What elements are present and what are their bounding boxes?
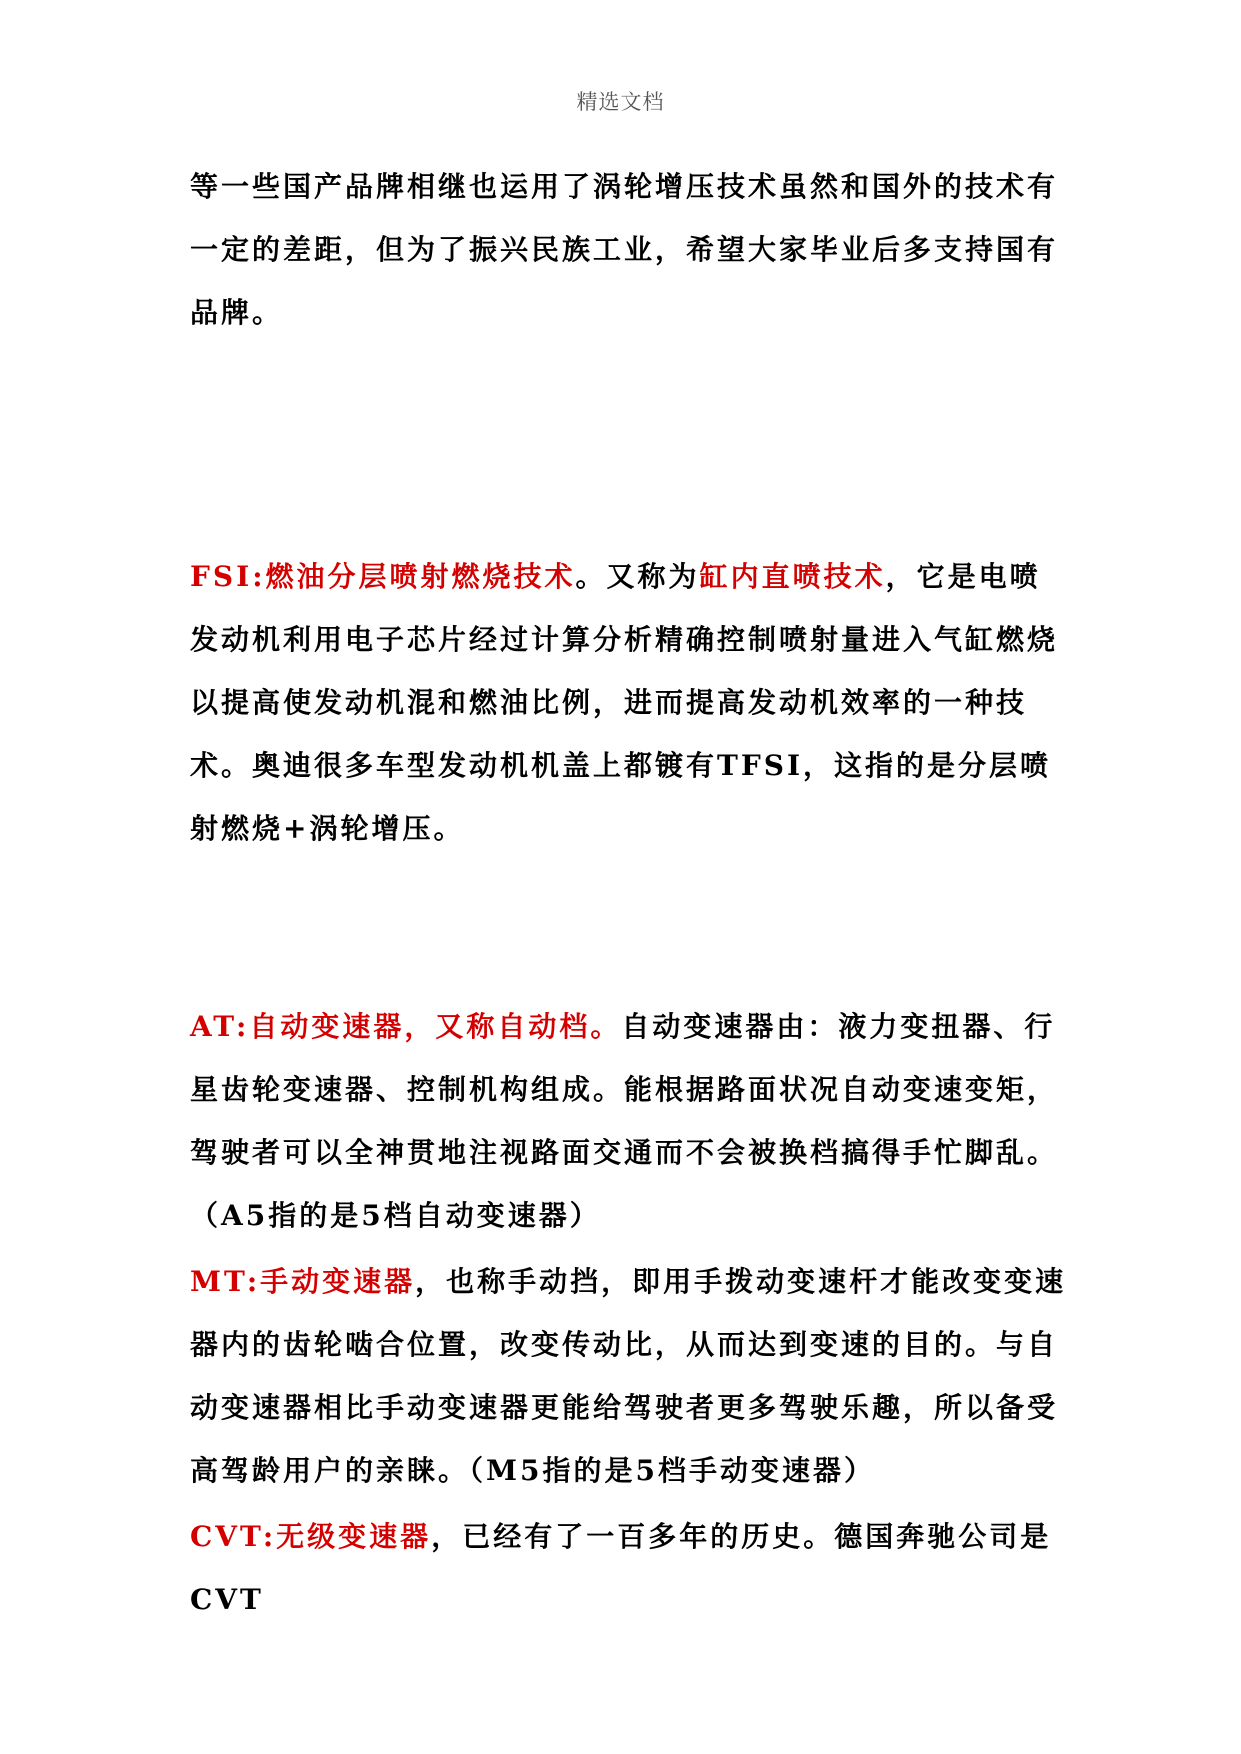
paragraph-fsi	[190, 545, 1070, 860]
paragraph-mt	[190, 1250, 1070, 1502]
term-fsi: FSI:燃油分层喷射燃烧技术	[190, 560, 576, 593]
text-body: ，也称手动挡，即用手拨动变速杆才能改变变速器内的齿轮啮合位置，改变传动比，从而达到变速的目的。与自动变速器相比手动变速器更能给驾驶者更多驾驶乐趣，所以备受高驾龄用户的亲睐。（M5指的是5档手动变速器）	[190, 1265, 1067, 1487]
paragraph-text	[190, 995, 1070, 1247]
term-direct-injection: 缸内直喷技术	[699, 560, 886, 593]
page-header: 精选文档	[576, 90, 665, 114]
text-body: ，它是电喷发动机利用电子芯片经过计算分析精确控制喷射量进入气缸燃烧以提高使发动机混和燃油比例，进而提高发动机效率的一种技术。奥迪很多车型发动机机盖上都镀有TFSI，这指的是分层喷射燃烧+涡轮增压。	[190, 560, 1059, 845]
paragraph-turbo-brands	[190, 155, 1070, 344]
text-body: ，已经有了一百多年的历史。德国奔驰公司是CVT	[190, 1520, 1052, 1616]
term-cvt: CVT:无级变速器	[190, 1520, 432, 1553]
paragraph-text	[190, 1505, 1070, 1631]
term-at: AT:自动变速器，又称自动档。	[190, 1010, 622, 1043]
text-body: 自动变速器由：液力变扭器、行星齿轮变速器、控制机构组成。能根据路面状况自动变速变矩，驾驶者可以全神贯地注视路面交通而不会被换档搞得手忙脚乱。（A5指的是5档自动变速器）	[190, 1010, 1059, 1232]
paragraph-text: 等一些国产品牌相继也运用了涡轮增压技术虽然和国外的技术有一定的差距，但为了振兴民族工业，希望大家毕业后多支持国有品牌。	[190, 170, 1059, 329]
paragraph-text	[190, 545, 1070, 860]
term-mt: MT:手动变速器	[190, 1265, 416, 1298]
paragraph-cvt	[190, 1505, 1070, 1631]
paragraph-at	[190, 995, 1070, 1247]
text-connector: 。又称为	[575, 560, 700, 593]
paragraph-text	[190, 1250, 1070, 1502]
